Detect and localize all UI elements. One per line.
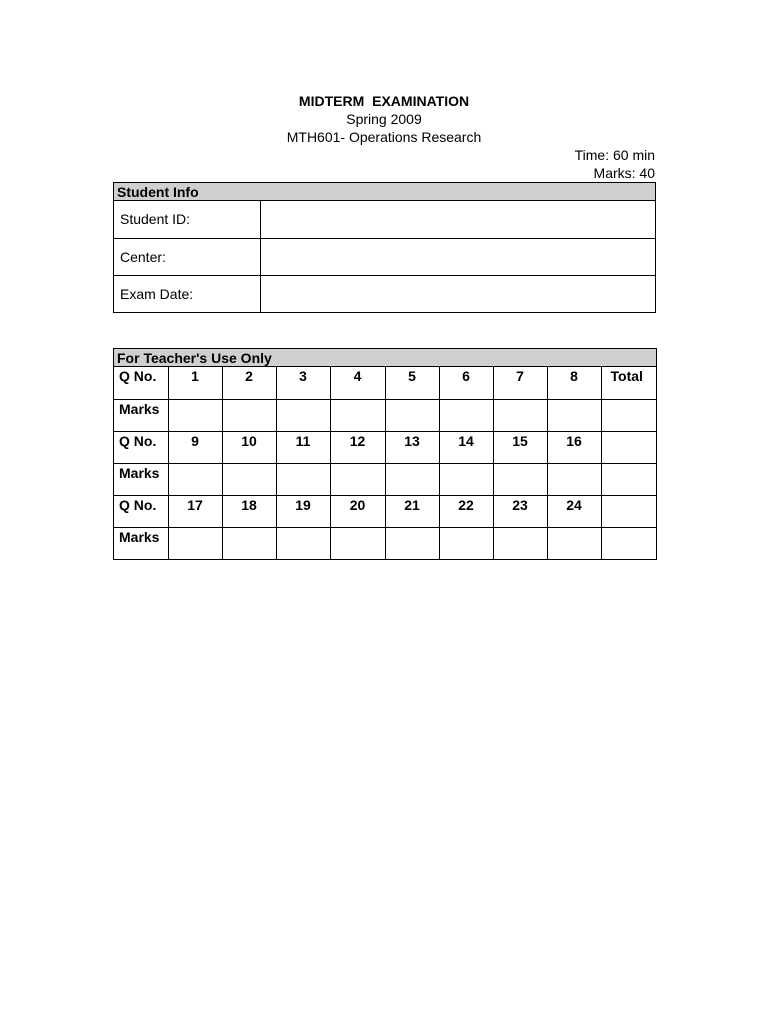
marks-cell[interactable] bbox=[276, 527, 330, 559]
question-number: 14 bbox=[439, 431, 493, 463]
exam-meta bbox=[575, 146, 655, 182]
marks-cell[interactable] bbox=[547, 527, 601, 559]
exam-time: Time: 60 min bbox=[574, 147, 655, 163]
qno-label: Q No. bbox=[114, 431, 168, 463]
marks-label: Marks bbox=[114, 399, 168, 431]
question-number: 4 bbox=[330, 367, 385, 399]
question-number: 23 bbox=[493, 495, 547, 527]
student-info-box bbox=[113, 182, 656, 313]
total-cell[interactable] bbox=[601, 527, 656, 559]
total-label: Total bbox=[601, 367, 656, 399]
question-number: 20 bbox=[330, 495, 385, 527]
marks-cell[interactable] bbox=[168, 527, 222, 559]
question-number: 18 bbox=[222, 495, 276, 527]
marks-cell[interactable] bbox=[439, 527, 493, 559]
marks-cell[interactable] bbox=[276, 463, 330, 495]
question-row bbox=[114, 495, 656, 527]
marks-cell[interactable] bbox=[439, 399, 493, 431]
student-info-table bbox=[114, 201, 655, 312]
exam-date-field[interactable] bbox=[260, 275, 655, 312]
qno-label: Q No. bbox=[114, 495, 168, 527]
marks-cell[interactable] bbox=[385, 527, 439, 559]
teacher-use-heading: For Teacher's Use Only bbox=[114, 349, 656, 367]
student-id-row bbox=[114, 201, 655, 238]
marks-cell[interactable] bbox=[493, 463, 547, 495]
question-number: 24 bbox=[547, 495, 601, 527]
total-cell[interactable] bbox=[601, 495, 656, 527]
center-field[interactable] bbox=[260, 238, 655, 275]
question-number: 8 bbox=[547, 367, 601, 399]
question-number: 2 bbox=[222, 367, 276, 399]
student-id-label: Student ID: bbox=[114, 201, 260, 238]
marks-cell[interactable] bbox=[330, 527, 385, 559]
marks-cell[interactable] bbox=[547, 399, 601, 431]
marks-row bbox=[114, 463, 656, 495]
question-row bbox=[114, 367, 656, 399]
exam-header bbox=[0, 92, 768, 146]
marks-cell[interactable] bbox=[493, 527, 547, 559]
center-row bbox=[114, 238, 655, 275]
exam-term: Spring 2009 bbox=[346, 111, 422, 127]
question-number: 15 bbox=[493, 431, 547, 463]
exam-title: MIDTERM EXAMINATION bbox=[298, 93, 470, 109]
question-number: 16 bbox=[547, 431, 601, 463]
course-name: MTH601- Operations Research bbox=[286, 129, 482, 145]
question-number: 21 bbox=[385, 495, 439, 527]
marks-table bbox=[114, 367, 656, 559]
question-number: 6 bbox=[439, 367, 493, 399]
question-row bbox=[114, 431, 656, 463]
student-id-field[interactable] bbox=[260, 201, 655, 238]
question-number: 10 bbox=[222, 431, 276, 463]
question-number: 1 bbox=[168, 367, 222, 399]
exam-marks: Marks: 40 bbox=[593, 165, 655, 181]
question-number: 9 bbox=[168, 431, 222, 463]
marks-cell[interactable] bbox=[547, 463, 601, 495]
marks-cell[interactable] bbox=[168, 399, 222, 431]
marks-cell[interactable] bbox=[276, 399, 330, 431]
question-number: 19 bbox=[276, 495, 330, 527]
marks-cell[interactable] bbox=[168, 463, 222, 495]
qno-label: Q No. bbox=[119, 368, 157, 384]
question-number: 22 bbox=[439, 495, 493, 527]
total-cell[interactable] bbox=[601, 463, 656, 495]
total-cell[interactable] bbox=[601, 431, 656, 463]
teacher-use-box bbox=[113, 348, 657, 560]
center-label: Center: bbox=[114, 238, 260, 275]
question-number: 5 bbox=[385, 367, 439, 399]
exam-date-row bbox=[114, 275, 655, 312]
question-number: 11 bbox=[276, 431, 330, 463]
marks-cell[interactable] bbox=[222, 463, 276, 495]
marks-cell[interactable] bbox=[222, 527, 276, 559]
marks-cell[interactable] bbox=[222, 399, 276, 431]
marks-cell[interactable] bbox=[385, 463, 439, 495]
exam-date-label: Exam Date: bbox=[114, 275, 260, 312]
marks-row bbox=[114, 527, 656, 559]
student-info-heading: Student Info bbox=[114, 183, 655, 201]
marks-cell[interactable] bbox=[439, 463, 493, 495]
marks-cell[interactable] bbox=[493, 399, 547, 431]
marks-cell[interactable] bbox=[330, 399, 385, 431]
marks-label: Marks bbox=[114, 527, 168, 559]
question-number: 3 bbox=[276, 367, 330, 399]
total-cell[interactable] bbox=[601, 399, 656, 431]
marks-cell[interactable] bbox=[385, 399, 439, 431]
marks-cell[interactable] bbox=[330, 463, 385, 495]
question-number: 17 bbox=[168, 495, 222, 527]
question-number: 12 bbox=[330, 431, 385, 463]
question-number: 7 bbox=[493, 367, 547, 399]
marks-label: Marks bbox=[114, 463, 168, 495]
question-number: 13 bbox=[385, 431, 439, 463]
marks-row bbox=[114, 399, 656, 431]
